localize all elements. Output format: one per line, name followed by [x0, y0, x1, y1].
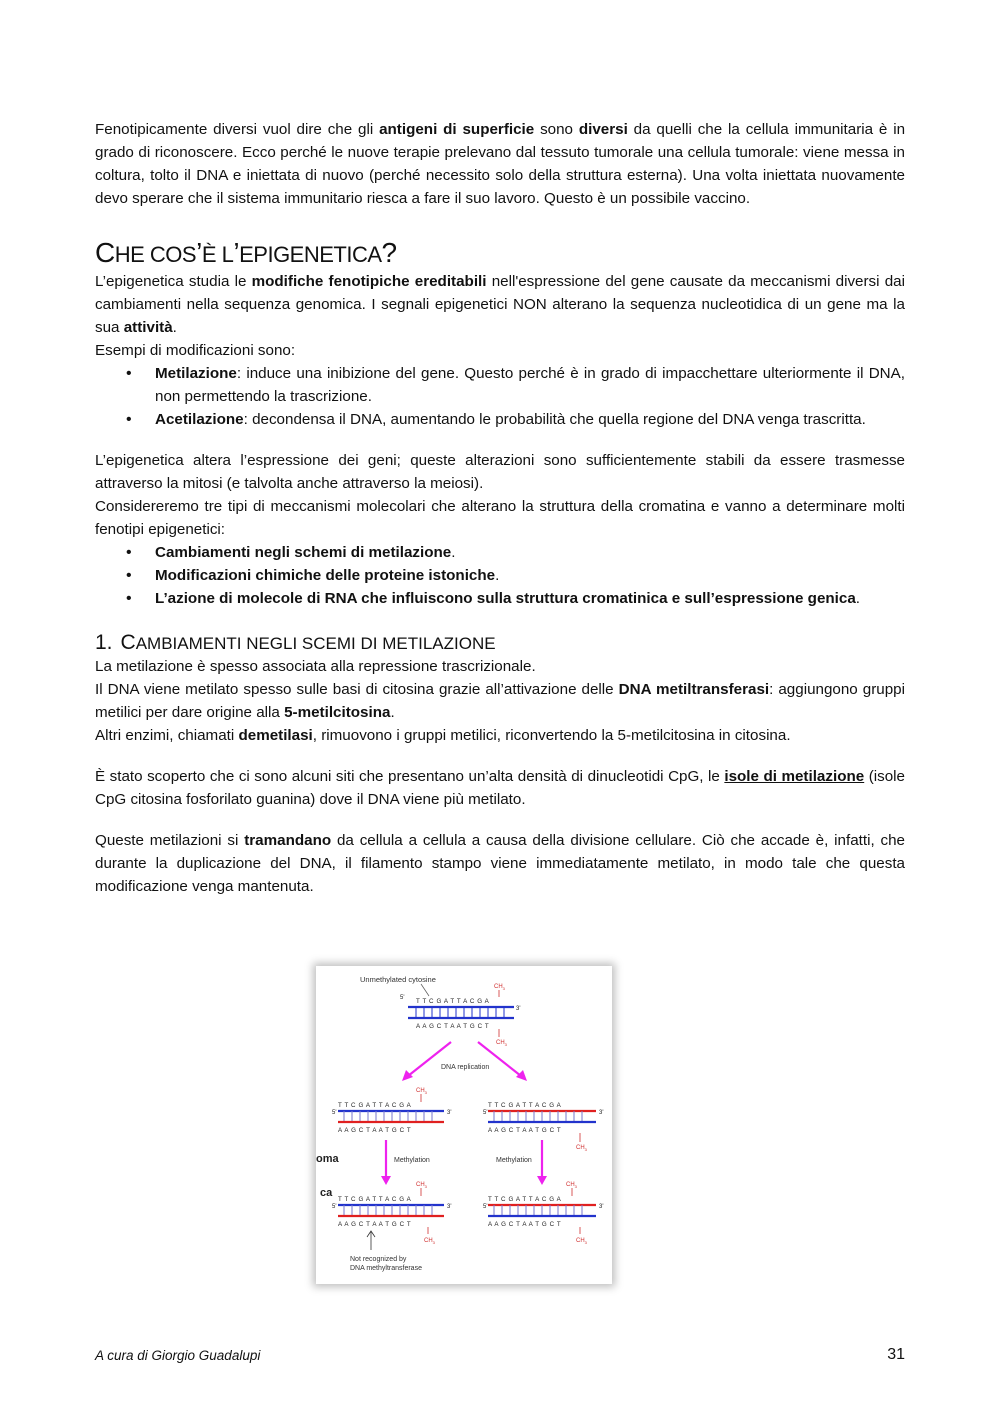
- ch3-label: $CH_3$: [496, 1040, 507, 1047]
- not-recognized-label-2: DNA methyltransferase: [350, 1265, 422, 1272]
- intro-paragraph: Fenotipicamente diversi vuol dire che gli antigeni di superficie sono diversi da quelli che la cellula immunitaria è in grado di riconoscere. Ecco perché le nuove terapie prelevano dal tessuto tumorale una cellula tumorale: viene messa in coltura, tolto il DNA e iniettata di nuovo (perché necessito solo della struttura esterna). Una volta iniettata nuovamente devo sperare che il sistema immunitario riesca a fare il suo lavoro. Questo è un possibile vaccino.: [95, 121, 906, 207]
- left-5prime: 5': [332, 1110, 337, 1116]
- daughter-left-duplex: [332, 1088, 451, 1134]
- replication-label: DNA replication: [441, 1064, 490, 1071]
- daughter-right-duplex: [483, 1102, 603, 1152]
- ch3-label: $CH_3$: [566, 1182, 577, 1189]
- methylation-repression: La metilazione è spesso associata alla repressione trascrizionale.: [95, 658, 536, 675]
- methylation-label-right: Methylation: [496, 1157, 532, 1164]
- arrow-down-right-head: [537, 1176, 547, 1185]
- list-item-rna-action: • L’azione di molecole di RNA che influiscono sulla struttura cromatinica e sull’espressione genica.: [95, 587, 905, 610]
- examples-intro: Esempi di modificazioni sono:: [95, 342, 296, 359]
- parent-bottom-seq: A A G C T A A T G C T: [416, 1023, 490, 1030]
- methylated-right-duplex: [483, 1182, 603, 1245]
- dna-methylation-figure: [316, 966, 612, 1284]
- arrow-right-head: [516, 1070, 527, 1081]
- cropped-text: oma: [316, 1153, 339, 1165]
- list-item-methylation: • Metilazione: induce una inibizione del gene. Questo perché è in grado di impacchettare ulteriormente il DNA, non permettendo la trascrizione.: [95, 362, 905, 408]
- ch3-label: $CH_3$: [416, 1088, 427, 1095]
- epigenetics-stability-paragraph: L’epigenetica altera l’espressione dei geni; queste alterazioni sono sufficientemente stabili da essere trasmesse attraverso la mitosi (e talvolta anche attraverso la meiosi).: [95, 452, 905, 492]
- ch3-label: $CH_3$: [416, 1182, 427, 1189]
- left-after-bottom-seq: A A G C T A A T G C T: [338, 1221, 412, 1228]
- left-top-seq: T T C G A T T A C G A: [338, 1102, 412, 1109]
- list-item-methylation-patterns: • Cambiamenti negli schemi di metilazione.: [95, 541, 905, 564]
- ch3-label: $CH_3$: [576, 1145, 587, 1152]
- arrow-down-left-head: [381, 1176, 391, 1185]
- parent-duplex: [400, 984, 520, 1047]
- right-3prime: 3': [599, 1110, 604, 1116]
- methyltransferase-paragraph: Il DNA viene metilato spesso sulle basi di citosina grazie all’attivazione delle DNA metiltransferasi: aggiungono gruppi metilici per dare origine alla 5-metilcitosina.: [95, 681, 905, 721]
- left-after-5prime: 5': [332, 1204, 337, 1210]
- mechanism-list: [95, 541, 905, 610]
- mechanisms-intro: Considereremo tre tipi di meccanismi molecolari che alterano la struttura della cromatina e vanno a determinare molti fenotipi epigenetici:: [95, 498, 905, 538]
- not-recognized-label-1: Not recognized by: [350, 1256, 407, 1263]
- right-top-seq: T T C G A T T A C G A: [488, 1102, 562, 1109]
- left-bottom-seq: A A G C T A A T G C T: [338, 1127, 412, 1134]
- parent-5prime: 5': [400, 995, 405, 1001]
- left-after-3prime: 3': [447, 1204, 452, 1210]
- epigenetics-definition: L’epigenetica studia le modifiche fenotipiche ereditabili nell'espressione del gene causate da meccanismi diversi dai cambiamenti nella sequenza genomica. I segnali epigenetici NON alterano la sequenza nucleotidica di un gene ma la sua attività.: [95, 273, 905, 336]
- section-1-heading: 1. CAMBIAMENTI NEGLI SCEMI DI METILAZIONE: [95, 631, 496, 654]
- methylation-diagram: [316, 966, 612, 1284]
- right-after-5prime: 5': [483, 1204, 488, 1210]
- page-content: [95, 118, 905, 898]
- list-item-acetylation: • Acetilazione: decondensa il DNA, aumentando le probabilità che quella regione del DNA venga trascritta.: [95, 408, 905, 431]
- page-number: 31: [887, 1346, 905, 1363]
- parent-top-seq: T T C G A T T A C G A: [416, 998, 490, 1005]
- parent-3prime: 3': [516, 1006, 521, 1012]
- methylated-left-duplex: [332, 1182, 451, 1245]
- left-after-top-seq: T T C G A T T A C G A: [338, 1196, 412, 1203]
- unmethylated-label: Unmethylated cytosine: [360, 975, 436, 984]
- modification-list: [95, 362, 905, 431]
- arrow-left-head: [402, 1070, 413, 1081]
- list-item-histone-modifications: • Modificazioni chimiche delle proteine istoniche.: [95, 564, 905, 587]
- right-5prime: 5': [483, 1110, 488, 1116]
- ch3-label: $CH_3$: [424, 1238, 435, 1245]
- epigenetics-heading: CHE COS’È L’EPIGENETICA?: [95, 237, 397, 268]
- left-3prime: 3': [447, 1110, 452, 1116]
- ch3-label: $CH_3$: [576, 1238, 587, 1245]
- ch3-label: $CH_3$: [494, 984, 505, 991]
- inheritance-paragraph: Queste metilazioni si tramandano da cellula a cellula a causa della divisione cellulare. Ciò che accade è, infatti, che durante la duplicazione del DNA, il filamento stampo viene immediatamente metilato, in modo tale che questa modificazione venga mantenuta.: [95, 832, 906, 895]
- cpg-islands-paragraph: È stato scoperto che ci sono alcuni siti che presentano un’alta densità di dinucleotidi CpG, le isole di metilazione (isole CpG citosina fosforilato guanina) dove il DNA viene più metilato.: [95, 768, 906, 808]
- demethylase-paragraph: Altri enzimi, chiamati demetilasi, rimuovono i gruppi metilici, riconvertendo la 5-metilcitosina in citosina.: [95, 727, 791, 744]
- cropped-text: ca: [320, 1187, 333, 1199]
- methylation-label-left: Methylation: [394, 1157, 430, 1164]
- right-after-bottom-seq: A A G C T A A T G C T: [488, 1221, 562, 1228]
- footer-author: A cura di Giorgio Guadalupi: [95, 1348, 261, 1363]
- right-after-top-seq: T T C G A T T A C G A: [488, 1196, 562, 1203]
- right-bottom-seq: A A G C T A A T G C T: [488, 1127, 562, 1134]
- right-after-3prime: 3': [599, 1204, 604, 1210]
